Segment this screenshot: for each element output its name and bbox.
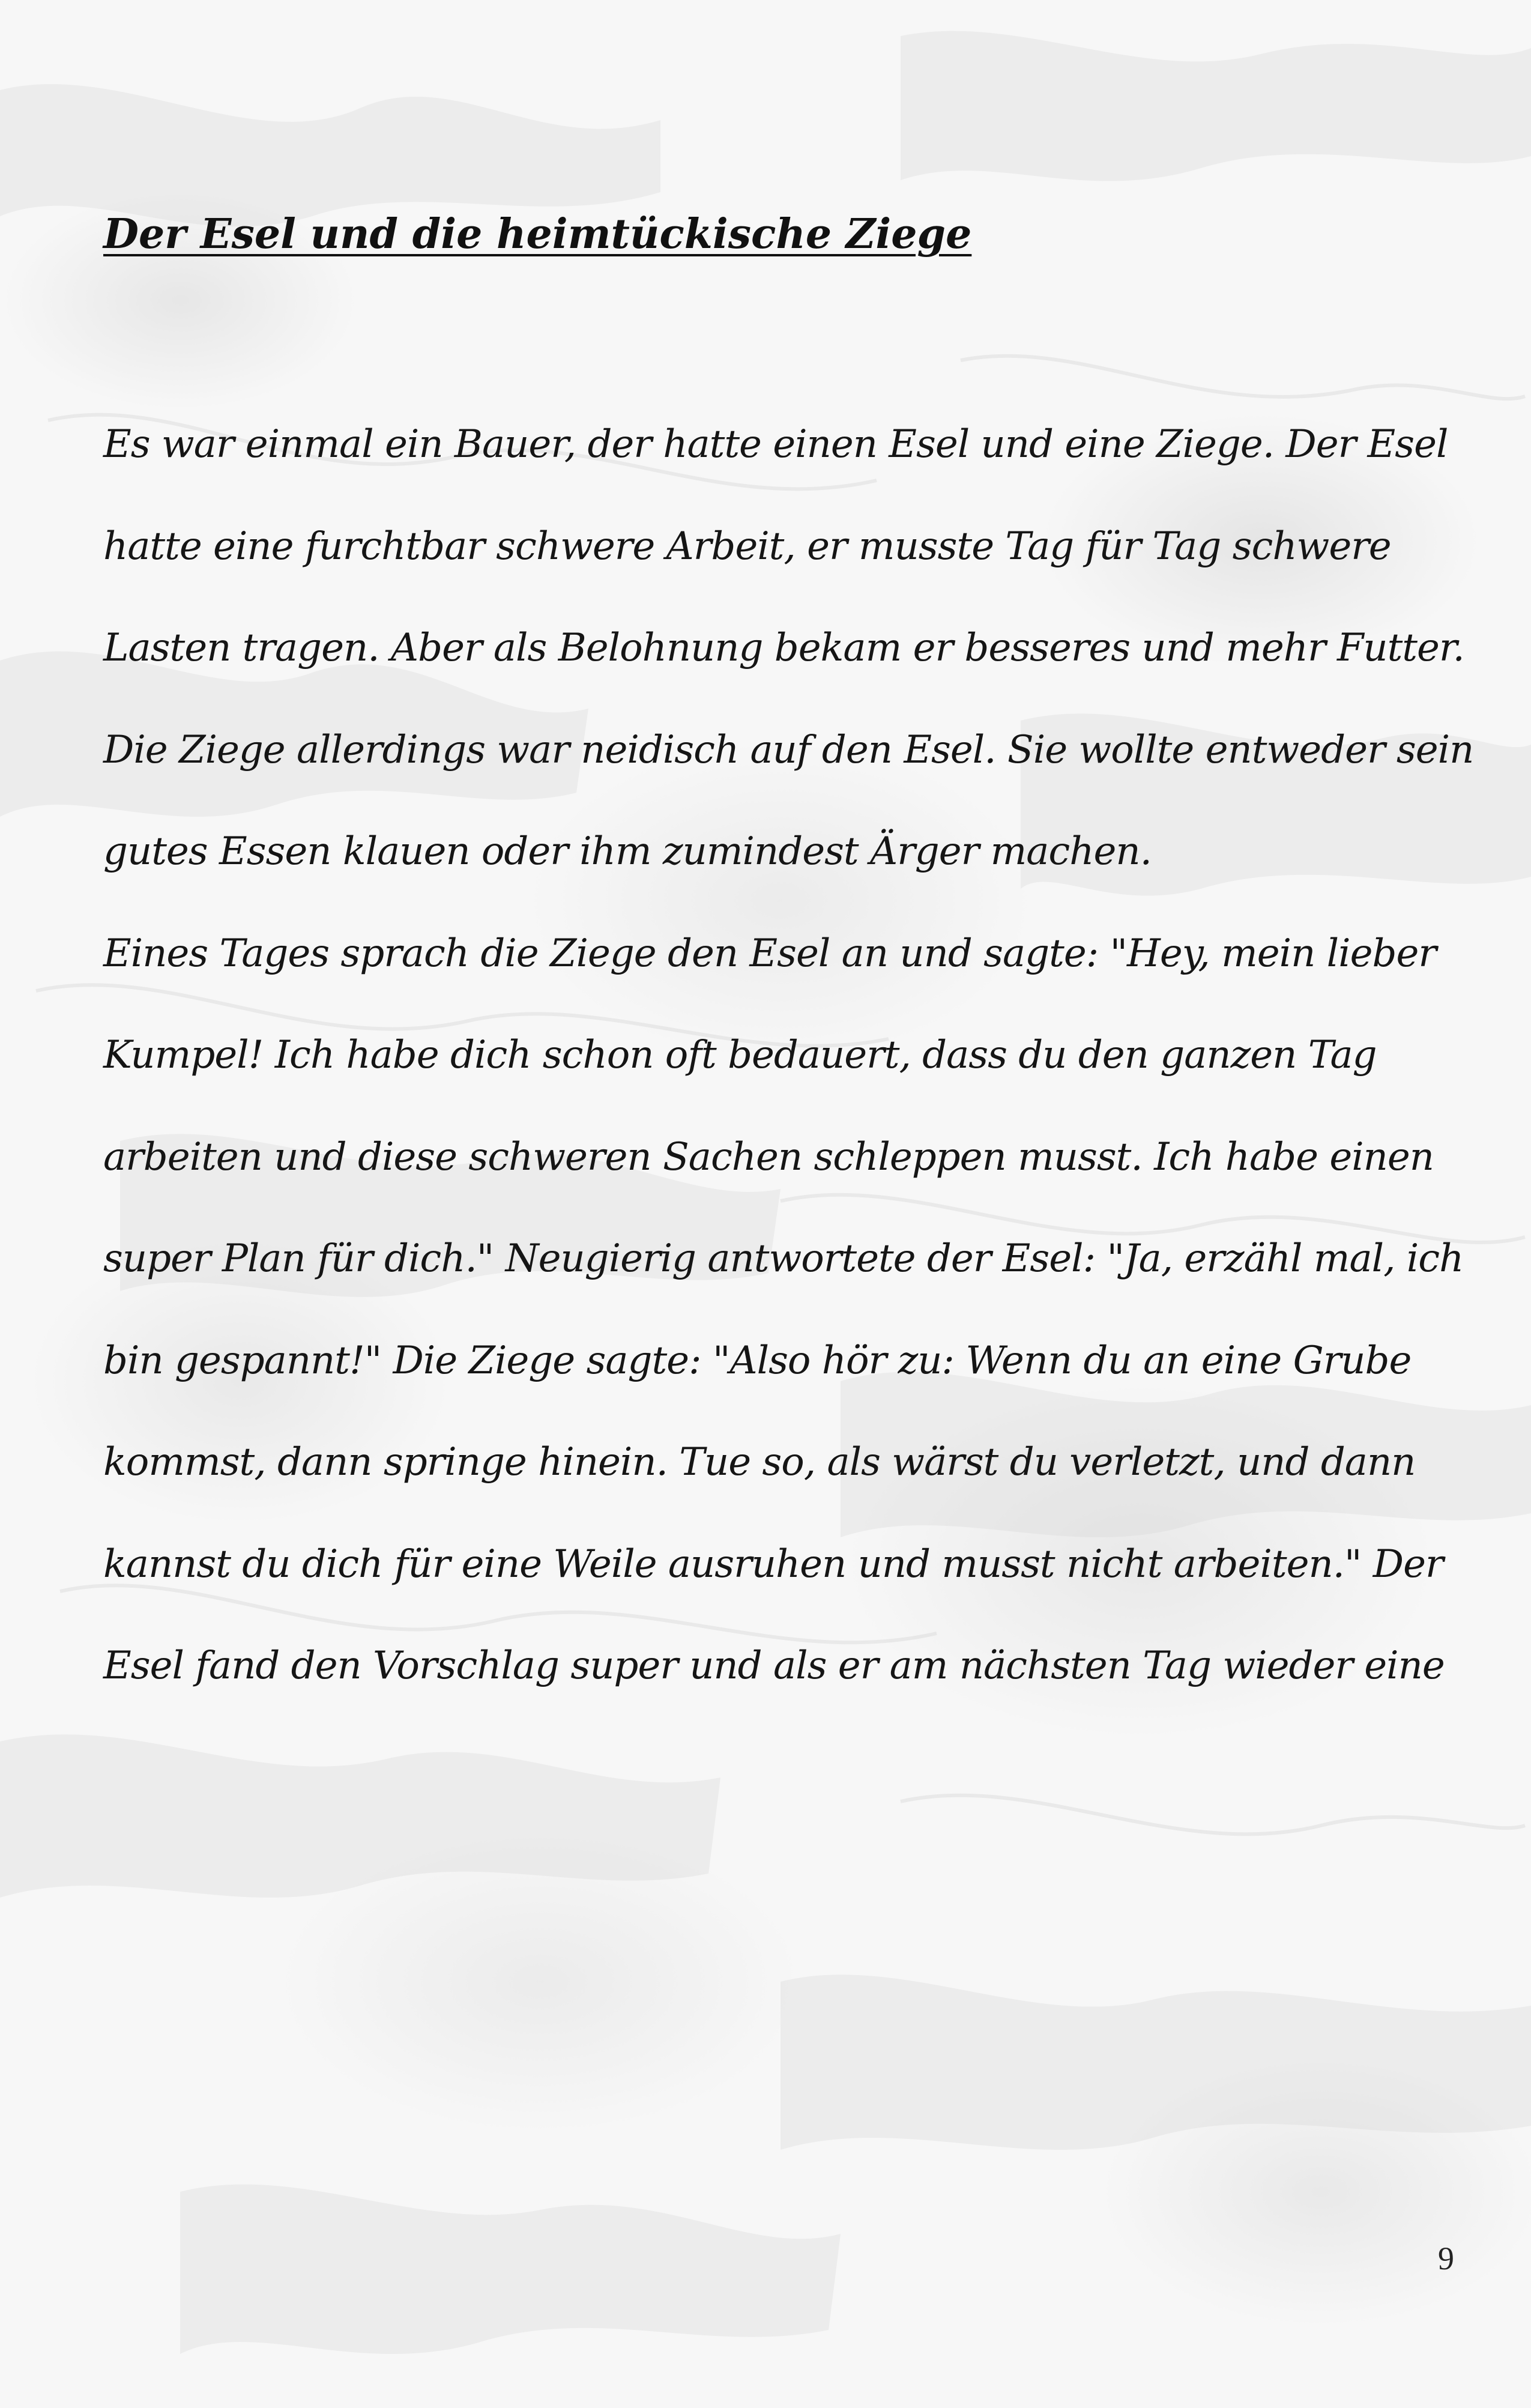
story-line: hatte eine furchtbar schwere Arbeit, er musste Tag für Tag schwere xyxy=(103,524,1391,569)
story-body xyxy=(103,414,1474,1738)
story-line: arbeiten und diese schweren Sachen schleppen musst. Ich habe einen xyxy=(103,1134,1434,1179)
page-number: 9 xyxy=(1438,2240,1454,2276)
story-line: Kumpel! Ich habe dich schon oft bedauert, dass du den ganzen Tag xyxy=(103,1033,1377,1077)
story-line: Lasten tragen. Aber als Belohnung bekam er besseres und mehr Futter. xyxy=(103,626,1464,670)
story-line: kommst, dann springe hinein. Tue so, als wärst du verletzt, und dann xyxy=(103,1440,1416,1484)
story-line: Eines Tages sprach die Ziege den Esel an und sagte: "Hey, mein lieber xyxy=(103,931,1436,976)
story-title: Der Esel und die heimtückische Ziege xyxy=(103,210,972,258)
story-line: bin gespannt!" Die Ziege sagte: "Also hör zu: Wenn du an eine Grube xyxy=(103,1338,1412,1383)
story-line: Die Ziege allerdings war neidisch auf den Esel. Sie wollte entweder sein xyxy=(103,727,1474,772)
story-line: super Plan für dich." Neugierig antwortete der Esel: "Ja, erzähl mal, ich xyxy=(103,1236,1464,1281)
story-line: gutes Essen klauen oder ihm zumindest Ärger machen. xyxy=(103,829,1152,874)
story-line: Esel fand den Vorschlag super und als er am nächsten Tag wieder eine xyxy=(103,1644,1445,1688)
story-line: kannst du dich für eine Weile ausruhen und musst nicht arbeiten." Der xyxy=(103,1541,1443,1587)
story-line: Es war einmal ein Bauer, der hatte einen Esel und eine Ziege. Der Esel xyxy=(103,422,1448,467)
